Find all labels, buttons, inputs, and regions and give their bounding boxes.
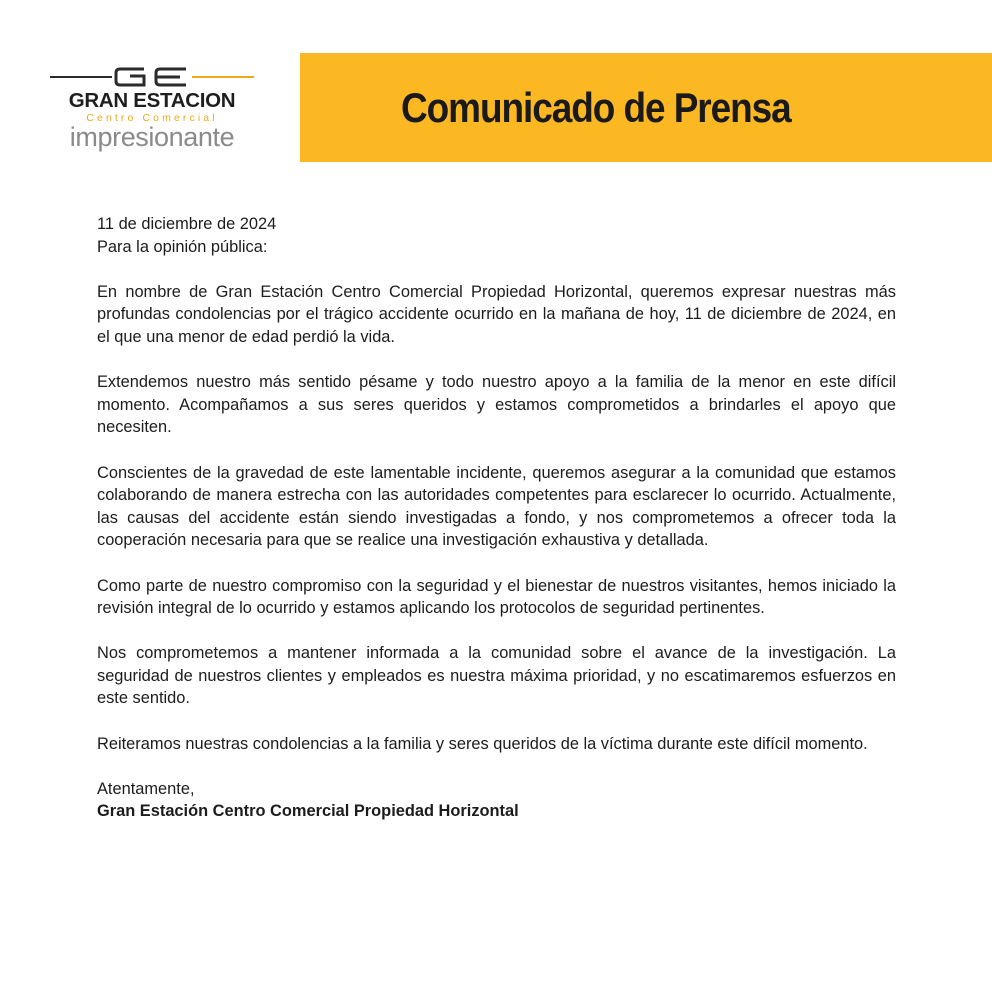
logo-mark-row <box>50 66 254 90</box>
logo-right-line <box>192 76 254 78</box>
paragraph-investigation: Conscientes de la gravedad de este lamentable incidente, queremos asegurar a la comunidad que estamos colaborando de manera estrecha con las autoridades competentes para esclarecer lo ocurrido. Actualmente, las causas del accidente están siendo investigadas a fondo, y nos comprometemos a ofrecer toda la cooperación necesaria para que se realice una investigación exhaustiva y detallada. <box>97 463 896 550</box>
letter-date: 11 de diciembre de 2024 <box>97 215 277 233</box>
logo-ge-mark-icon <box>114 66 190 88</box>
press-release-body <box>97 213 896 823</box>
paragraph-commitment: Nos comprometemos a mantener informada a la comunidad sobre el avance de la investigación. La seguridad de nuestros clientes y empleados es nuestra máxima prioridad, y no escatimaremos esfuerzos en este sentido. <box>97 644 896 708</box>
paragraph-reiteration: Reiteramos nuestras condolencias a la familia y seres queridos de la víctima durante este difícil momento. <box>97 734 868 753</box>
paragraph-safety: Como parte de nuestro compromiso con la seguridad y el bienestar de nuestros visitantes, hemos iniciado la revisión integral de lo ocurrido y estamos aplicando los protocolos de seguridad pertinentes. <box>97 576 896 618</box>
letter-signature: Gran Estación Centro Comercial Propiedad Horizontal <box>97 802 519 821</box>
logo-name: GRAN ESTACION <box>68 89 236 112</box>
letter-greeting: Para la opinión pública: <box>97 237 268 256</box>
title-banner <box>300 53 992 162</box>
logo-subtitle: Centro Comercial <box>86 112 218 124</box>
letter-closing: Atentamente, <box>97 779 195 798</box>
logo-tagline: impresionante <box>69 122 235 152</box>
company-logo <box>50 66 254 152</box>
logo-left-line <box>50 76 112 78</box>
paragraph-condolences: En nombre de Gran Estación Centro Comercial Propiedad Horizontal, queremos expresar nuestras más profundas condolencias por el trágico accidente ocurrido en la mañana de hoy, 11 de diciembre de 2024, en el que una menor de edad perdió la vida. <box>97 282 896 346</box>
page-title: Comunicado de Prensa <box>401 84 791 131</box>
paragraph-support: Extendemos nuestro más sentido pésame y todo nuestro apoyo a la familia de la menor en este difícil momento. Acompañamos a sus seres queridos y estamos comprometidos a brindarles el apoyo que necesiten. <box>97 373 896 437</box>
